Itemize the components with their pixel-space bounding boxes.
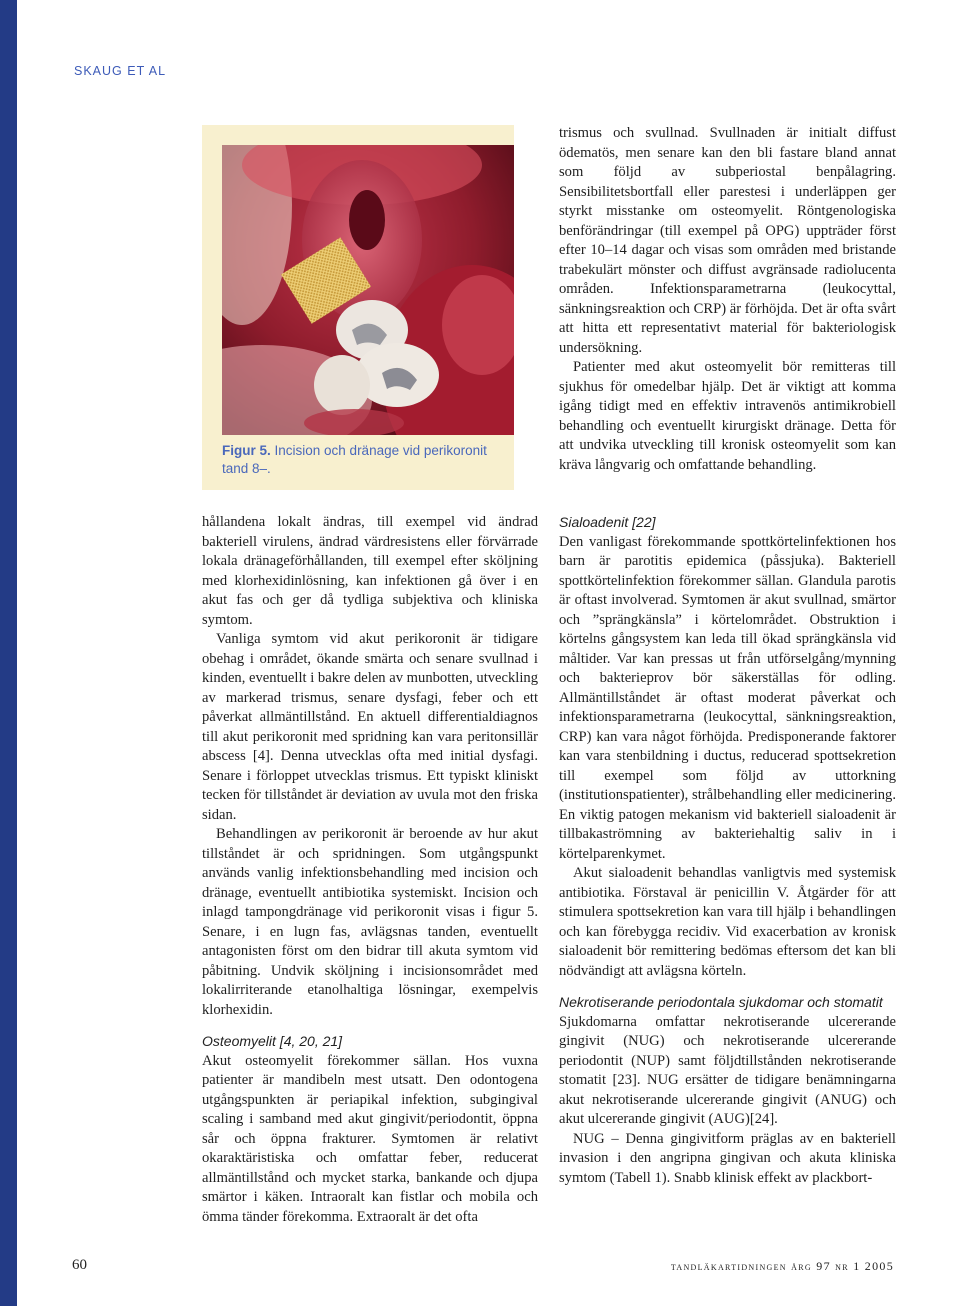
figure-caption-text: Incision och dränage vid perikoronit tand 8–. — [222, 443, 487, 476]
figure-label: Figur 5. — [222, 443, 271, 458]
figure-caption — [222, 442, 507, 478]
journal-footer: tandläkartidningen årg 97 nr 1 2005 — [670, 1259, 894, 1273]
section-heading-nekrotiserande: Nekrotiserande periodontala sjukdomar och stomatit — [559, 994, 883, 1010]
paragraph: Vanliga symtom vid akut perikoronit är tidigare obehag i området, ökande smärta och senare svullnad i kinden, eventuellt i bakre delen av munbotten, utveckling av markerad trismus, senare dysfagi, feber och ett påverkat allmäntillstånd. En aktuell differentialdiagnos till akut perikoronit med spridning kan vara peritonsillär abscess [4]. Denna utvecklas ofta med initial dysfagi. Senare i förloppet utvecklas trismus. Ett typiskt kliniskt tecken för tillståndet är deviation av uvula mot den friska sidan. — [202, 631, 538, 823]
section-heading-sialoadenit: Sialoadenit [22] — [559, 514, 656, 530]
paragraph: Sjukdomarna omfattar nekrotiserande ulcererande gingivit (NUG) och nekrotiserande ulcererande periodontit (NUP) samt följdtillstånden nekrotiserande stomatit [23]. NUG ersätter de tidigare benämningarna akut nekrotiserande ulcererande gingivit (ANUG) och akut ulcererande gingivit (AUG)[24]. — [559, 1013, 896, 1127]
paragraph: trismus och svullnad. Svullnaden är initialt diffust ödematös, men senare kan den bli fastare bland annat som följd av subperiostal benpålagring. Sensibilitetsbortfall eller parestesi i underläppen ger styrkt misstanke om osteomyelit. Röntgenologiska benförändringar (till exempel på OPG) uppträder först efter 10–14 dagar och visas som områden med bristande trabekulärt mönster och diffust avgränsade radiolucenta områden. Infektionsparametrarna (leukocyttal, sänkningsreaktion och CRP) är förhöjda. Det är ofta svårt att hitta ett representativt material för bakteriologisk undersökning. — [559, 125, 896, 356]
left-column — [202, 513, 538, 1227]
paragraph: NUG – Denna gingivitform präglas av en bakteriell invasion i den angripna gingivan och akuta kliniska symtom (Tabell 1). Snabb klinisk effekt av plackbort- — [559, 1130, 896, 1186]
paragraph: Behandlingen av perikoronit är beroende av hur akut tillståndet är och spridningen. Som utgångspunkt används vanlig infektionsbehandling med incision och dränage, eventuellt antibiotika systemiskt. Incision och inlagd tampongdränage vid perikoronit visas i figur 5. Senare, i en lugn fas, avlägsnas tanden, eventuellt antagonisten först om den bidrar till akuta symtom vid påbitning. Undvik sköljning i incisionsområdet med lokalirriterande etanolhaltiga lösningar, exempelvis klorhexidin. — [202, 826, 538, 1018]
paragraph: Akut sialoadenit behandlas vanligtvis med systemisk antibiotika. Förstaval är penicillin V. Åtgärder för att stimulera spottsekretion kan vara till hjälp i behandlingen och kan förebygga recidiv. Vid exacerbation av kronisk sialoadenit bör remittering bedömas eftersom det kan bli nödvändigt att avlägsna körteln. — [559, 865, 896, 979]
clinical-photo — [222, 145, 514, 435]
right-column-lower — [559, 513, 896, 1188]
section-heading-osteomyelit: Osteomyelit [4, 20, 21] — [202, 1033, 343, 1049]
paragraph: Den vanligast förekommande spottkörtelinfektionen hos barn är parotitis epidemica (påssjuka). Bakteriell spottkörtelinfektion förekommer sällan. Glandula parotis är oftast involverad. Symtomen är akut svullnad, smärtor och ”sprängkänsla” i körtelområdet. Obstruktion i körtelns gångsystem kan leda till ökad sprängkänsla vid måltider. Var kan pressas ut från utförselgång/mynning och bakterieprov bör säkerställas för odling. Allmäntillståndet är oftast moderat påverkat och infektionsparametrarna (leukocyttal, sänkningsreaktion, CRP) kan vara något förhöjda. Predisponerande faktorer kan vara stenbildning i ductus, reducerad spottsekretion till exempel som följd av uttorkning (institutionspatienter), strålbehandling eller medicinering. En viktig patogen mekanism vid bakteriell sialoadenit är tillbakaströmning av bakteriehaltig saliv in i körtelparenkymet. — [559, 533, 896, 862]
paragraph: hållandena lokalt ändras, till exempel vid ändrad bakteriell virulens, ändrad värdresistens eller förvärrade lokala dränageförhållanden, till exempel efter sköljning med klorhexidinlösning, kan infektionen gå över i en akut fas och ger då tydliga subjektiva och kliniska symtom. — [202, 514, 538, 628]
paragraph: Patienter med akut osteomyelit bör remitteras till sjukhus för omedelbar hjälp. Det är viktigt att komma igång tidigt med en effektiv intravenös antimikrobiell behandling och eventuellt kirurgiskt dränage. Detta för att undvika utveckling till kronisk osteomyelit som kan kräva långvarig och omfattande behandling. — [559, 359, 896, 473]
paragraph: Akut osteomyelit förekommer sällan. Hos vuxna patienter är mandibeln mest utsatt. Den odontogena utgångspunkten är periapikal infektion, subgingival scaling i samband med akut gingivit/periodontit, öppna sår och öppna frakturer. Symtomen är relativt okaraktäristiska och omfattar feber, reducerat allmäntillstånd och mycket starka, bankande och djupa smärtor i käken. Intraoralt kan fistlar och mobila och ömma tänder förekomma. Extraoralt är det ofta — [202, 1052, 538, 1225]
sidebar-color-bar — [0, 0, 17, 1306]
page-number: 60 — [72, 1257, 87, 1273]
running-head: SKAUG ET AL — [74, 64, 167, 78]
right-column — [559, 124, 896, 475]
